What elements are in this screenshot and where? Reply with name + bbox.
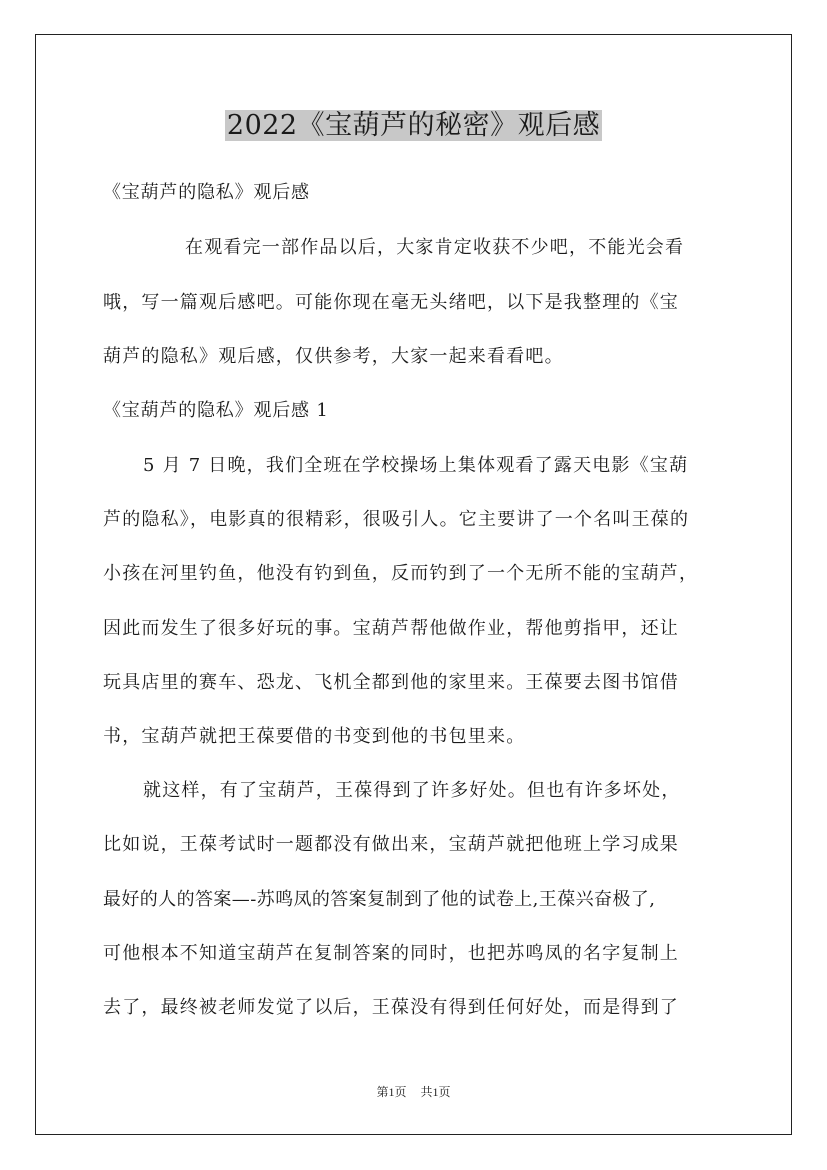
paragraph-line: 书，宝葫芦就把王葆要借的书变到他的书包里来。	[103, 726, 526, 747]
paragraph-line: 就这样，有了宝葫芦，王葆得到了许多好处。但也有许多坏处，	[143, 780, 681, 801]
paragraph-line: 葫芦的隐私》观后感，仅供参考，大家一起来看看吧。	[103, 346, 564, 367]
page-number: 第1页	[376, 1085, 407, 1099]
document-title	[0, 104, 827, 145]
section-heading: 《宝葫芦的隐私》观后感 1	[103, 400, 329, 421]
paragraph-line: 小孩在河里钓鱼，他没有钓到鱼，反而钓到了一个无所不能的宝葫芦，	[103, 563, 699, 584]
page-footer	[0, 1084, 827, 1100]
document-title-text: 2022《宝葫芦的秘密》观后感	[226, 110, 601, 141]
section-heading: 《宝葫芦的隐私》观后感	[103, 182, 310, 203]
paragraph-line: 去了，最终被老师发觉了以后，王葆没有得到任何好处，而是得到了	[103, 997, 679, 1018]
paragraph-line: 最好的人的答案—-苏鸣凤的答案复制到了他的试卷上,王葆兴奋极了,	[103, 889, 656, 910]
paragraph-line: 比如说，王葆考试时一题都没有做出来，宝葫芦就把他班上学习成果	[103, 834, 679, 855]
paragraph-line: 哦，写一篇观后感吧。可能你现在毫无头绪吧，以下是我整理的《宝	[103, 292, 679, 313]
paragraph-line: 在观看完一部作品以后，大家肯定收获不少吧，不能光会看	[185, 237, 685, 258]
paragraph-line: 玩具店里的赛车、恐龙、飞机全都到他的家里来。王葆要去图书馆借	[103, 672, 679, 693]
paragraph-line: 5 月 7 日晚，我们全班在学校操场上集体观看了露天电影《宝葫	[143, 455, 689, 476]
paragraph-line: 芦的隐私》，电影真的很精彩，很吸引人。它主要讲了一个名叫王葆的	[103, 509, 690, 530]
paragraph-line: 可他根本不知道宝葫芦在复制答案的同时，也把苏鸣凤的名字复制上	[103, 943, 679, 964]
paragraph-line: 因此而发生了很多好玩的事。宝葫芦帮他做作业，帮他剪指甲，还让	[103, 618, 679, 639]
page-total: 共1页	[420, 1085, 451, 1099]
